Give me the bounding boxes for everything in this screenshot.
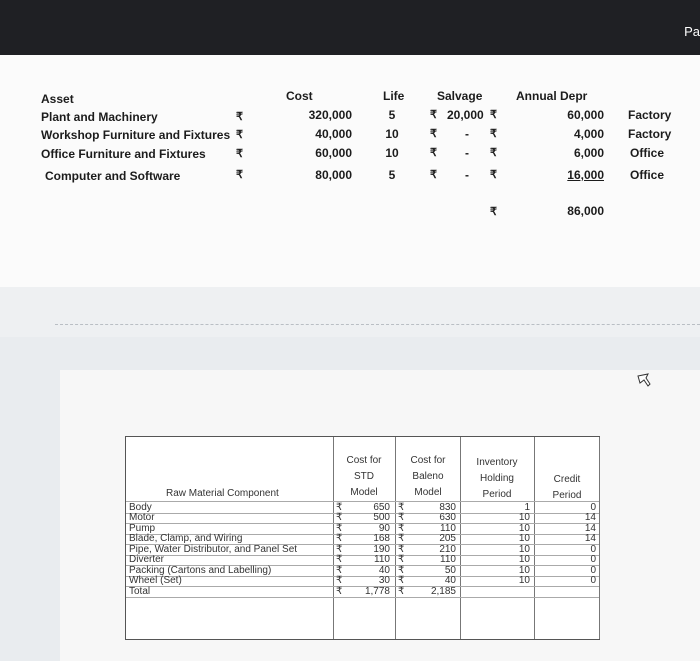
asset-cost: 320,000 [308,108,352,122]
header-inventory-line1: Inventory [476,457,518,468]
inventory-period: 1 [524,501,530,513]
baleno-currency: ₹ [398,522,405,534]
asset-cost: 60,000 [315,146,352,160]
asset-depr: 60,000 [567,108,604,122]
component-name: Blade, Clamp, and Wiring [129,533,243,544]
header-std-line3: Model [350,487,378,498]
component-name: Pump [129,522,156,534]
baleno-currency: ₹ [398,501,405,513]
credit-period: 0 [590,564,596,576]
baleno-currency: ₹ [398,585,405,597]
component-name: Pipe, Water Distributor, and Panel Set [129,543,298,555]
inventory-period: 10 [518,554,530,565]
credit-period: 14 [584,533,596,544]
header-life: Life [383,89,405,103]
mouse-pointer-icon [636,372,652,390]
currency-symbol: ₹ [236,129,243,141]
credit-period: 14 [584,512,596,523]
std-cost: 168 [373,533,390,544]
inventory-period: 10 [518,522,530,534]
viewer-top-bar [0,0,700,55]
asset-cost: 40,000 [315,127,352,141]
row-divider [126,597,599,598]
header-credit-line1: Credit [553,474,581,485]
header-inventory-line2: Holding [480,473,514,484]
std-cost: 1,778 [364,585,390,597]
inventory-period: 10 [518,543,530,555]
baleno-currency: ₹ [398,512,405,523]
component-name: Diverter [129,554,165,565]
component-name: Packing (Cartons and Labelling) [129,564,272,576]
col-divider [333,437,334,639]
std-currency: ₹ [336,575,343,586]
std-currency: ₹ [336,554,343,565]
std-currency: ₹ [336,533,343,544]
page-gap [0,287,700,337]
std-currency: ₹ [336,564,343,576]
asset-life: 5 [388,168,396,182]
asset-depr: 16,000 [567,168,604,182]
asset-dept: Factory [628,108,672,122]
baleno-currency: ₹ [398,564,405,576]
baleno-cost: 110 [440,554,456,565]
std-currency: ₹ [336,522,343,534]
col-divider [599,437,600,639]
currency-symbol: ₹ [430,109,437,121]
asset-depr: 6,000 [573,146,604,160]
header-std-line2: STD [354,471,374,482]
baleno-cost: 210 [439,543,456,555]
total-annual-depr: 86,000 [567,204,604,218]
baleno-cost: 2,185 [430,585,456,597]
currency-symbol: ₹ [236,148,243,160]
inventory-period: 10 [518,512,530,523]
header-baleno-line2: Baleno [412,471,444,482]
std-currency: ₹ [336,501,343,513]
baleno-cost: 50 [444,564,456,576]
std-currency: ₹ [336,585,343,597]
header-salvage: Salvage [437,89,483,103]
currency-symbol: ₹ [490,169,497,181]
asset-dept: Office [630,168,665,182]
currency-symbol: ₹ [236,169,243,181]
baleno-cost: 205 [439,533,456,544]
currency-symbol: ₹ [490,206,497,218]
asset-salvage: 20,000 [447,108,484,122]
baleno-currency: ₹ [398,533,405,544]
std-cost: 30 [378,575,390,586]
asset-name: Workshop Furniture and Fixtures [41,128,231,142]
baleno-currency: ₹ [398,554,405,565]
asset-salvage: - [465,146,469,160]
header-baleno-line3: Model [414,487,442,498]
component-cost-table [125,436,600,640]
credit-period: 0 [590,543,596,555]
std-cost: 650 [373,501,390,513]
credit-period: 0 [590,554,596,565]
header-cost: Cost [286,89,313,103]
asset-depr: 4,000 [573,127,604,141]
baleno-cost: 630 [439,512,456,523]
asset-cost: 80,000 [315,168,352,182]
page-divider [55,324,700,325]
std-cost: 40 [378,564,390,576]
header-inventory-line3: Period [482,489,512,500]
std-cost: 90 [378,522,390,534]
header-asset: Asset [41,92,74,106]
currency-symbol: ₹ [236,111,243,123]
std-cost: 190 [373,543,390,555]
component-name: Motor [129,512,155,523]
std-currency: ₹ [336,543,343,555]
baleno-cost: 110 [440,522,456,534]
component-name: Body [129,501,152,513]
col-divider [395,437,396,639]
currency-symbol: ₹ [490,147,497,159]
baleno-cost: 40 [444,575,456,586]
col-divider [534,437,535,639]
currency-symbol: ₹ [430,128,437,140]
header-std-line1: Cost for [346,455,382,466]
baleno-currency: ₹ [398,543,405,555]
inventory-period: 10 [518,575,530,586]
component-name: Wheel (Set) [129,575,182,586]
col-divider [460,437,461,639]
asset-life: 5 [388,108,396,122]
asset-life: 10 [385,146,399,160]
asset-salvage: - [465,127,469,141]
asset-name: Office Furniture and Fixtures [41,147,206,161]
baleno-cost: 830 [439,501,456,513]
component-name: Total [129,585,151,597]
currency-symbol: ₹ [490,109,497,121]
baleno-currency: ₹ [398,575,405,586]
header-annual-depr: Annual Depr [516,89,588,103]
inventory-period: 10 [518,564,530,576]
credit-period: 0 [590,501,596,513]
std-cost: 500 [373,512,390,523]
header-baleno-line1: Cost for [410,455,446,466]
currency-symbol: ₹ [430,147,437,159]
asset-dept: Factory [628,127,672,141]
page-indicator: Pa [684,24,700,39]
asset-life: 10 [385,127,399,141]
credit-period: 0 [590,575,596,586]
currency-symbol: ₹ [430,169,437,181]
inventory-period: 10 [518,533,530,544]
std-currency: ₹ [336,512,343,523]
currency-symbol: ₹ [490,128,497,140]
header-credit-line2: Period [552,490,582,501]
asset-name: Plant and Machinery [41,110,158,124]
credit-period: 14 [584,522,596,534]
asset-salvage: - [465,168,469,182]
header-raw-material: Raw Material Component [166,488,279,499]
std-cost: 110 [374,554,390,565]
asset-dept: Office [630,146,665,160]
asset-name: Computer and Software [45,169,181,183]
